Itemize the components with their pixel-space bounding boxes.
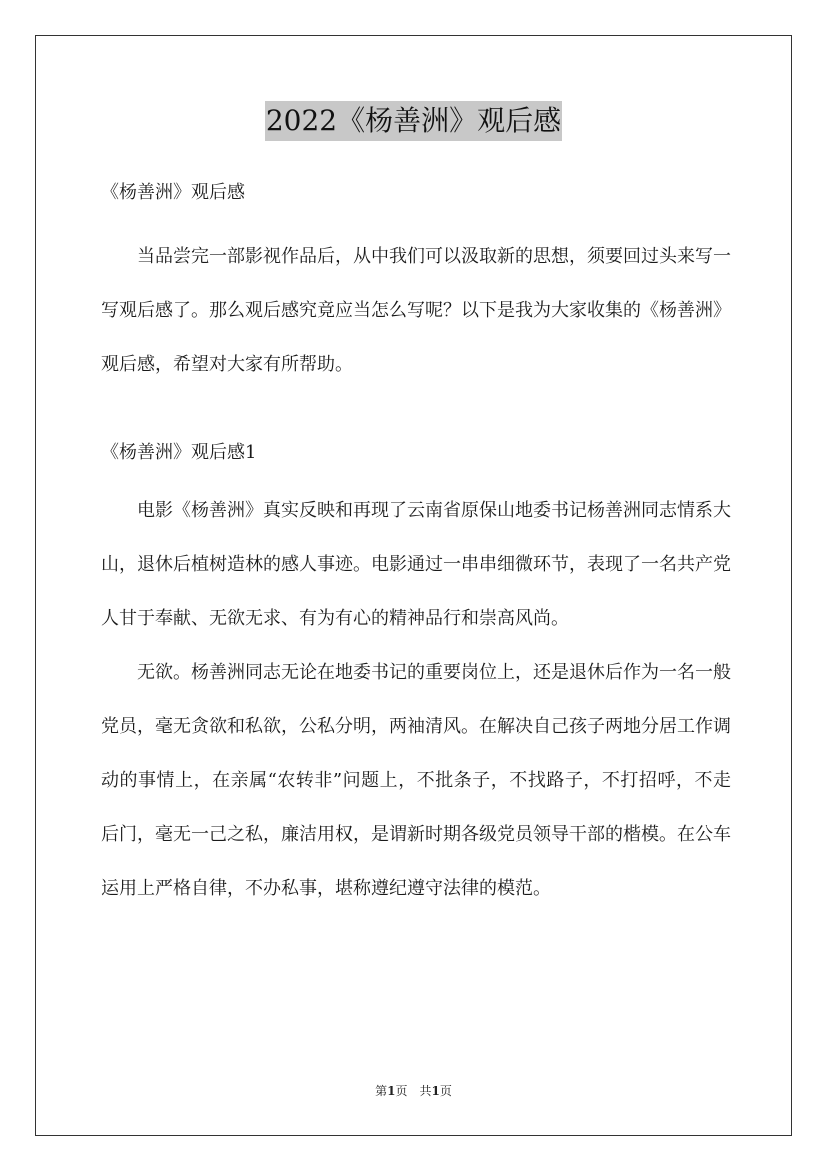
section-1-paragraph-2: 无欲。杨善洲同志无论在地委书记的重要岗位上，还是退休后作为一名一般党员，毫无贪欲和私欲，公私分明，两袖清风。在解决自己孩子两地分居工作调动的事情上，在亲属“农转非”问题上，不批条子，不找路子，不打招呼，不走后门，毫无一己之私，廉洁用权，是谓新时期各级党员领导干部的楷模。在公车运用上严格自律，不办私事，堪称遵纪遵守法律的模范。 <box>101 662 731 899</box>
document-body <box>101 170 731 916</box>
section-spacer <box>101 392 731 438</box>
footer-middle: 页 共 <box>395 1084 432 1098</box>
page-footer <box>0 1082 827 1099</box>
section-1-paragraph-1: 电影《杨善洲》真实反映和再现了云南省原保山地委书记杨善洲同志情系大山，退休后植树造林的感人事迹。电影通过一串串细微环节，表现了一名共产党人甘于奉献、无欲无求、有为有心的精神品行和崇高风尚。 <box>101 500 731 629</box>
footer-total-pages: 1 <box>431 1084 440 1098</box>
title-container <box>0 101 827 141</box>
footer-page-number: 1 <box>387 1084 396 1098</box>
document-title: 2022《杨善洲》观后感 <box>265 101 562 141</box>
section-1-heading: 《杨善洲》观后感1 <box>101 442 257 463</box>
intro-heading: 《杨善洲》观后感 <box>101 182 245 203</box>
footer-suffix: 页 <box>439 1084 452 1098</box>
intro-paragraph: 当品尝完一部影视作品后，从中我们可以汲取新的思想，须要回过头来写一写观后感了。那么观后感究竟应当怎么写呢？以下是我为大家收集的《杨善洲》观后感，希望对大家有所帮助。 <box>101 246 731 375</box>
footer-prefix: 第 <box>375 1084 388 1098</box>
